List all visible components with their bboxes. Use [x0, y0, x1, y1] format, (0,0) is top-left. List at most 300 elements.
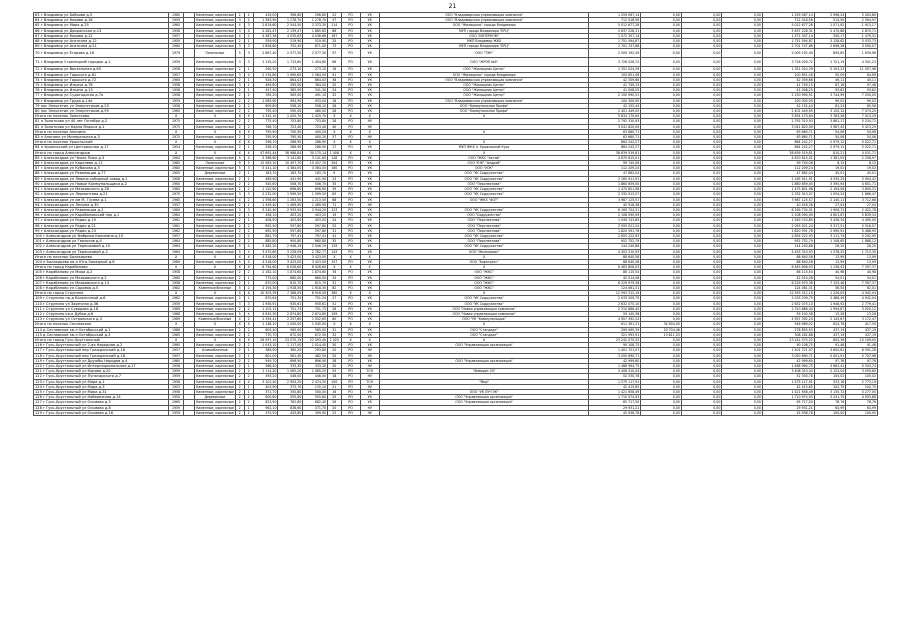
unit-cost-cell: 1 948,92: [814, 301, 846, 306]
total-cost-cell: 5 637 228,31: [589, 28, 641, 33]
wall-material-cell: Каменные, кирпичные: [196, 327, 234, 332]
regional-funds-cell: 0,00: [681, 77, 722, 82]
residents-cell: 129: [328, 244, 342, 249]
local-funds-cell: 0,00: [722, 233, 763, 238]
owner-funds-cell: 3 726 026,72: [762, 58, 814, 67]
local-funds-cell: 0,00: [722, 239, 763, 244]
category-cell: РО: [341, 296, 360, 301]
owner-funds-cell: 1 421 658,49: [762, 390, 814, 395]
living-area-cell: 1 918,30: [278, 285, 303, 290]
address-cell: 96 г Александров ул Карабановский пер д.1: [34, 213, 169, 218]
wall-material-cell: Каменные, кирпичные: [196, 390, 234, 395]
management-org-cell: ООО "Жилищник Центр": [379, 67, 589, 72]
entrances-cell: X: [244, 140, 253, 145]
total-cost-cell: 1 421 658,49: [589, 390, 641, 395]
entrances-cell: 3: [244, 58, 253, 67]
local-funds-cell: 0,00: [722, 218, 763, 223]
unit-cost-cell: 624,78: [814, 322, 846, 327]
management-type-cell: НУ: [360, 119, 379, 124]
address-cell: 120 г Гусь-Хрустальный ул Интернациональная д.17: [34, 364, 169, 369]
address-cell: 123 г Гусь-Хрустальный ул Мира д.1: [34, 379, 169, 384]
management-org-cell: X: [379, 291, 589, 296]
owner-funds-cell: 278 855,93: [762, 327, 814, 332]
entrances-cell: 1: [244, 218, 253, 223]
living-area-cell: 838,60: [278, 405, 303, 410]
limit-cost-cell: 7 074,20: [846, 109, 878, 114]
living-area-cell: 3 228,09: [278, 249, 303, 254]
wall-material-cell: Каменные, кирпичные: [196, 244, 234, 249]
regional-funds-cell: 0,00: [681, 410, 722, 415]
management-org-cell: ООО "Коммунальная Профи": [379, 109, 589, 114]
wall-material-cell: X: [195, 140, 236, 145]
total-cost-cell: 88 640,58: [589, 259, 641, 264]
living-area-cell: 994,90: [278, 98, 303, 103]
management-org-cell: "Фаворит 20": [379, 369, 589, 374]
residential-area-cell: 293,80: [303, 348, 328, 353]
management-org-cell: X: [379, 140, 589, 145]
year-cell: 1975: [169, 135, 184, 140]
limit-cost-cell: 3 020,12: [846, 306, 878, 311]
management-type-cell: УК: [360, 39, 379, 44]
year-cell: 1958: [169, 67, 184, 72]
limit-cost-cell: 5 468,95: [846, 228, 878, 233]
management-type-cell: НУ: [360, 124, 379, 129]
year-cell: 1962: [169, 296, 184, 301]
unit-cost-cell: 3 241,75: [814, 395, 846, 400]
entrances-cell: 1: [244, 176, 253, 181]
management-type-cell: УК: [360, 93, 379, 98]
residents-cell: 1 025: [328, 337, 342, 342]
owner-funds-cell: 90 108,75: [762, 343, 814, 348]
address-cell: 84 п Уршельский ул Центральная д.17: [34, 145, 169, 150]
total-cost-cell: 6 229 979,38: [589, 280, 641, 285]
wall-material-cell: X: [195, 129, 236, 134]
wall-material-cell: Деревянные: [195, 395, 236, 400]
federal-funds-cell: 0,00: [641, 103, 682, 108]
living-area-cell: 3 423,00: [278, 259, 303, 264]
management-org-cell: ООО "Владимирская управляющая компания": [379, 18, 589, 23]
regional-funds-cell: 0,00: [681, 176, 722, 181]
entrances-cell: X: [244, 265, 253, 270]
owner-funds-cell: 864 242,27: [762, 145, 814, 150]
residents-cell: 35: [328, 239, 342, 244]
management-type-cell: X: [360, 337, 379, 342]
federal-funds-cell: 0,00: [641, 384, 682, 389]
total-area-cell: 1 342,10: [253, 114, 278, 119]
owner-funds-cell: 712 018,56: [762, 18, 814, 23]
living-area-cell: 2 954,20: [278, 379, 303, 384]
regional-funds-cell: 0,00: [681, 119, 722, 124]
limit-cost-cell: 417,50: [846, 322, 878, 327]
entrances-cell: 3: [244, 49, 253, 58]
management-type-cell: УК: [360, 301, 379, 306]
management-org-cell: МУП города Владимира "ЕРЦ": [379, 28, 589, 33]
floors-cell: 3: [235, 72, 244, 77]
address-cell: 99 г Александров ул Радио д.23: [34, 228, 169, 233]
total-cost-cell: 88 640,58: [589, 254, 641, 259]
federal-funds-cell: 0,00: [641, 296, 682, 301]
limit-cost-cell: 7 397,37: [846, 280, 878, 285]
floors-cell: X: [235, 291, 244, 296]
owner-funds-cell: 546 969,02: [762, 322, 814, 327]
category-cell: РО: [341, 207, 360, 212]
floors-cell: 5: [235, 155, 244, 160]
total-area-cell: 3 368,60: [253, 155, 278, 160]
wall-material-cell: Каменные, кирпичные: [196, 405, 234, 410]
owner-funds-cell: 3 987 125,57: [762, 197, 814, 202]
owner-funds-cell: 5 834 170,64: [762, 114, 814, 119]
federal-funds-cell: 0,00: [641, 343, 682, 348]
regional-funds-cell: 0,00: [681, 332, 722, 337]
management-org-cell: X: [379, 150, 589, 155]
residential-area-cell: 22 093,40: [303, 337, 328, 342]
residential-area-cell: 933,00: [303, 98, 328, 103]
living-area-cell: 2 946,19: [278, 244, 303, 249]
entrances-cell: 2: [244, 306, 253, 311]
residential-area-cell: 2 944,20: [303, 207, 328, 212]
wall-material-cell: Каменные, кирпичные: [196, 103, 234, 108]
total-cost-cell: 1 575 117,91: [589, 379, 641, 384]
total-cost-cell: 2 655 222,93: [589, 233, 641, 238]
federal-funds-cell: 0,00: [641, 88, 682, 93]
total-cost-cell: 63 660,71: [589, 135, 641, 140]
local-funds-cell: 0,00: [722, 161, 763, 166]
regional-funds-cell: 0,00: [681, 124, 722, 129]
management-org-cell: X: [379, 254, 589, 259]
living-area-cell: 333,30: [278, 364, 303, 369]
address-cell: 82 п Золотково ул Карла Маркса д.1: [34, 124, 169, 129]
management-type-cell: УК: [360, 33, 379, 38]
regional-funds-cell: 0,00: [681, 23, 722, 28]
address-cell: 66 г Владимир ул Дворянская д.13: [34, 28, 169, 33]
owner-funds-cell: 100 651,46: [762, 72, 814, 77]
entrances-cell: 2: [244, 285, 253, 290]
residents-cell: 20: [328, 353, 342, 358]
living-area-cell: 183,70: [278, 171, 303, 176]
address-cell: 94 г Александров ул Ленина д.30: [34, 202, 169, 207]
local-funds-cell: 0,00: [722, 202, 763, 207]
floors-cell: 3: [235, 28, 244, 33]
residents-cell: 31: [328, 327, 342, 332]
local-funds-cell: 0,00: [722, 254, 763, 259]
year-cell: 1964: [169, 244, 184, 249]
limit-cost-cell: 1 913,17: [846, 23, 878, 28]
local-funds-cell: 0,00: [722, 379, 763, 384]
federal-funds-cell: 0,00: [641, 285, 682, 290]
unit-cost-cell: 99,02: [814, 98, 846, 103]
wall-material-cell: Каменные/блочные: [195, 317, 236, 322]
regional-funds-cell: 0,00: [681, 364, 722, 369]
local-funds-cell: 0,00: [722, 192, 763, 197]
year-cell: 1957: [169, 353, 184, 358]
year-cell: 1959: [169, 410, 184, 415]
total-cost-cell: 144 240,68: [589, 244, 641, 249]
residential-area-cell: 480,00: [303, 109, 328, 114]
management-type-cell: УК: [360, 327, 379, 332]
residential-area-cell: 2 782,77: [303, 249, 328, 254]
living-area-cell: 1 278,70: [278, 18, 303, 23]
management-type-cell: УК: [360, 13, 379, 18]
limit-cost-cell: 1 713,30: [846, 249, 878, 254]
year-cell: 1960: [169, 23, 184, 28]
management-type-cell: УК: [360, 358, 379, 363]
limit-cost-cell: 1 866,47: [846, 192, 878, 197]
unit-cost-cell: 1 136,43: [814, 265, 846, 270]
entrances-cell: 1: [244, 83, 253, 88]
residential-area-cell: 751,34: [303, 296, 328, 301]
living-area-cell: 597,80: [278, 223, 303, 228]
owner-funds-cell: 124 061,31: [762, 285, 814, 290]
residents-cell: 23: [328, 176, 342, 181]
residents-cell: 41: [328, 233, 342, 238]
living-area-cell: 373,70: [278, 384, 303, 389]
owner-funds-cell: 38 639 519,81: [762, 150, 814, 155]
category-cell: РО: [341, 213, 360, 218]
management-type-cell: УК: [360, 28, 379, 33]
year-cell: 1957: [169, 33, 184, 38]
residents-cell: 39: [328, 187, 342, 192]
residential-area-cell: 6 026,60: [303, 265, 328, 270]
management-org-cell: ООО "УК Содружество": [379, 296, 589, 301]
total-area-cell: 26 097,10: [253, 337, 278, 342]
federal-funds-cell: 34 904,00: [641, 322, 682, 327]
local-funds-cell: 0,00: [722, 400, 763, 405]
residential-area-cell: 680,00: [303, 275, 328, 280]
entrances-cell: 4: [244, 311, 253, 316]
limit-cost-cell: 54,06: [846, 129, 878, 134]
owner-funds-cell: 42 359,66: [762, 77, 814, 82]
residents-cell: 60: [328, 317, 342, 322]
category-cell: РО: [341, 18, 360, 23]
residential-area-cell: 296,60: [303, 13, 328, 18]
federal-funds-cell: 0,00: [641, 306, 682, 311]
management-type-cell: УК: [360, 296, 379, 301]
local-funds-cell: 0,00: [722, 244, 763, 249]
category-cell: X: [341, 150, 360, 155]
unit-cost-cell: 13,26: [814, 311, 846, 316]
table-row: [34, 49, 878, 58]
federal-funds-cell: 0,00: [641, 124, 682, 129]
address-cell: 76 г Владимир ул Ильича д.13: [34, 88, 169, 93]
total-cost-cell: 112 209,24: [589, 166, 641, 171]
wall-material-cell: Каменные, кирпичные: [196, 176, 234, 181]
total-area-cell: 609,80: [253, 103, 278, 108]
residents-cell: 16: [328, 390, 342, 395]
unit-cost-cell: 56,54: [814, 285, 846, 290]
residents-cell: 53: [328, 369, 342, 374]
regional-funds-cell: 0,00: [681, 405, 722, 410]
floors-cell: 2: [235, 93, 244, 98]
floors-cell: 2: [235, 384, 244, 389]
unit-cost-cell: 19,02: [814, 166, 846, 171]
address-cell: 101 г Александров ул Геологов д.4: [34, 239, 169, 244]
limit-cost-cell: 4 942,04: [846, 296, 878, 301]
total-area-cell: 3 485,20: [253, 244, 278, 249]
limit-cost-cell: 97,48: [846, 83, 878, 88]
year-cell: 1958: [169, 83, 184, 88]
year-cell: 1958: [169, 280, 184, 285]
category-cell: X: [341, 254, 360, 259]
local-funds-cell: 0,00: [722, 390, 763, 395]
owner-funds-cell: 1 351 024,39: [762, 67, 814, 72]
residential-area-cell: 1 564,00: [303, 72, 328, 77]
unit-cost-cell: 5 103,23: [814, 67, 846, 72]
management-type-cell: X: [360, 129, 379, 134]
local-funds-cell: 0,00: [722, 327, 763, 332]
wall-material-cell: Каменные, кирпичные: [196, 270, 234, 275]
unit-cost-cell: 1 378,25: [814, 249, 846, 254]
category-cell: РО: [341, 23, 360, 28]
residents-cell: 21: [328, 384, 342, 389]
total-cost-cell: 2 632 075,10: [589, 301, 641, 306]
wall-material-cell: Каменные, кирпичные: [196, 332, 234, 337]
residential-area-cell: 482,50: [303, 353, 328, 358]
unit-cost-cell: 2 470,88: [814, 28, 846, 33]
local-funds-cell: 0,00: [722, 166, 763, 171]
regional-funds-cell: 0,00: [681, 259, 722, 264]
residents-cell: 19: [328, 213, 342, 218]
wall-material-cell: Каменные, кирпичные: [196, 197, 234, 202]
entrances-cell: 3: [244, 166, 253, 171]
residential-area-cell: 1 425,70: [303, 114, 328, 119]
year-cell: X: [169, 140, 184, 145]
total-cost-cell: 2 093 021,24: [589, 223, 641, 228]
floors-cell: 2: [235, 135, 244, 140]
residential-area-cell: 506,70: [303, 181, 328, 186]
limit-cost-cell: 45,01: [846, 171, 878, 176]
entrances-cell: 2: [244, 109, 253, 114]
wall-material-cell: Каменные, кирпичные: [196, 72, 234, 77]
local-funds-cell: 0,00: [722, 395, 763, 400]
total-cost-cell: 2 701 747,86: [589, 44, 641, 49]
unit-cost-cell: 1 721,19: [814, 58, 846, 67]
unit-cost-cell: 78,76: [814, 400, 846, 405]
management-org-cell: ООО "Владимирская управляющая компания": [379, 77, 589, 82]
year-cell: 1964: [169, 239, 184, 244]
limit-cost-cell: 5 277,00: [846, 390, 878, 395]
total-area-cell: 1 956,91: [253, 301, 278, 306]
entrances-cell: 1: [244, 171, 253, 176]
category-cell: РО: [341, 244, 360, 249]
address-cell: 87 г Александров ул Кубасова д.5: [34, 166, 169, 171]
residential-area-cell: 797,41: [303, 233, 328, 238]
year-cell: 1906: [169, 176, 184, 181]
address-cell: Итого по поселок Балакирево: [34, 254, 169, 259]
local-funds-cell: 0,00: [722, 67, 763, 72]
wall-material-cell: Каменные, кирпичные: [196, 88, 234, 93]
residential-area-cell: 135,10: [303, 384, 328, 389]
owner-funds-cell: 3 050 690,71: [762, 353, 814, 358]
federal-funds-cell: 0,00: [641, 28, 682, 33]
limit-cost-cell: 8,15: [846, 161, 878, 166]
regional-funds-cell: 0,00: [681, 109, 722, 114]
floors-cell: 5: [235, 285, 244, 290]
entrances-cell: 2: [244, 98, 253, 103]
federal-funds-cell: 0,00: [641, 218, 682, 223]
total-area-cell: 775,00: [253, 275, 278, 280]
owner-funds-cell: 1 820 591,76: [762, 228, 814, 233]
limit-cost-cell: 99,02: [846, 98, 878, 103]
floors-cell: 2: [235, 218, 244, 223]
regional-funds-cell: 0,00: [681, 166, 722, 171]
local-funds-cell: 0,00: [722, 223, 763, 228]
unit-cost-cell: 81,24: [814, 103, 846, 108]
wall-material-cell: Каменные, кирпичные: [196, 39, 234, 44]
owner-funds-cell: 41 008,25: [762, 88, 814, 93]
address-cell: 114 д Сеславское кв-л Октябрьский д.1: [34, 327, 169, 332]
management-type-cell: УК: [360, 83, 379, 88]
federal-funds-cell: 0,00: [641, 405, 682, 410]
unit-cost-cell: 87,16: [814, 83, 846, 88]
year-cell: 1960: [169, 77, 184, 82]
year-cell: 1985: [169, 332, 184, 337]
floors-cell: 2: [235, 103, 244, 108]
living-area-cell: 519,90: [278, 39, 303, 44]
floors-cell: 4: [235, 33, 244, 38]
total-cost-cell: 1 572 307,14: [589, 33, 641, 38]
floors-cell: 3: [235, 18, 244, 23]
residents-cell: 18: [328, 98, 342, 103]
local-funds-cell: 0,00: [722, 58, 763, 67]
management-type-cell: УК: [360, 228, 379, 233]
regional-funds-cell: 0,00: [681, 244, 722, 249]
category-cell: РО: [341, 379, 360, 384]
total-area-cell: 5 441,10: [253, 166, 278, 171]
wall-material-cell: Каменные, кирпичные: [196, 369, 234, 374]
management-type-cell: НУ: [360, 364, 379, 369]
floors-cell: 2: [235, 171, 244, 176]
regional-funds-cell: 0,00: [681, 98, 722, 103]
category-cell: РО: [341, 187, 360, 192]
address-cell: 103 г Александров ул Терешковой д.2: [34, 249, 169, 254]
residential-area-cell: 6 916,09: [303, 291, 328, 296]
address-cell: 113 г Струнино ул Островского д.3: [34, 317, 169, 322]
management-type-cell: НУ: [360, 202, 379, 207]
total-cost-cell: 41 749,15: [589, 83, 641, 88]
management-type-cell: УК: [360, 218, 379, 223]
unit-cost-cell: 2 998,24: [814, 13, 846, 18]
residential-area-cell: 384,00: [303, 83, 328, 88]
total-cost-cell: 2 033 209,75: [589, 296, 641, 301]
federal-funds-cell: 0,00: [641, 390, 682, 395]
entrances-cell: 2: [244, 374, 253, 379]
total-cost-cell: 38 639 519,81: [589, 150, 641, 155]
floors-cell: 2: [235, 181, 244, 186]
unit-cost-cell: 3 436,34: [814, 218, 846, 223]
living-area-cell: 441,90: [278, 176, 303, 181]
living-area-cell: 723,40: [278, 124, 303, 129]
entrances-cell: X: [244, 150, 253, 155]
local-funds-cell: 0,00: [722, 88, 763, 93]
residential-area-cell: 1 599,50: [303, 192, 328, 197]
total-cost-cell: 47 862,04: [589, 171, 641, 176]
owner-funds-cell: 4 957 392,24: [762, 317, 814, 322]
management-org-cell: ООО "Управляющая организация": [379, 395, 589, 400]
floors-cell: 2: [235, 119, 244, 124]
floors-cell: 2: [235, 124, 244, 129]
wall-material-cell: Каменные, кирпичные: [196, 28, 234, 33]
year-cell: 1986: [169, 327, 184, 332]
address-cell: 110 г Струнино ул Заречная д.36: [34, 301, 169, 306]
address-cell: 77 г Владимир ул Судогодская д.7а: [34, 93, 169, 98]
regional-funds-cell: 0,00: [681, 114, 722, 119]
total-area-cell: 545,60: [253, 181, 278, 186]
living-area-cell: 350,80: [278, 390, 303, 395]
entrances-cell: 2: [244, 18, 253, 23]
address-cell: 69 г Владимир ул Асаткина д.21: [34, 44, 169, 49]
category-cell: РО: [341, 72, 360, 77]
residential-area-cell: 696,60: [303, 187, 328, 192]
